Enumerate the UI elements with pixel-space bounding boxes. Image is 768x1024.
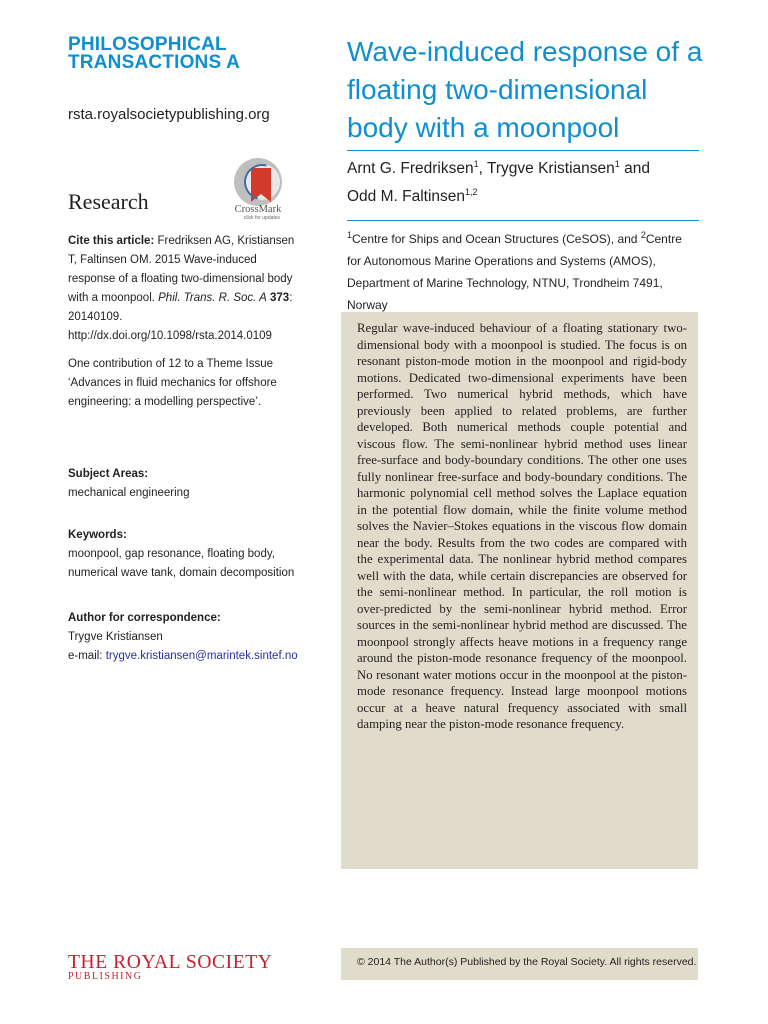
keywords — [68, 526, 298, 583]
keywords-label: Keywords: — [68, 529, 127, 541]
author-1-affil: 1 — [473, 158, 479, 169]
author-3-affil: 1,2 — [465, 186, 478, 197]
authors-divider — [347, 220, 699, 221]
keywords-value: moonpool, gap resonance, floating body, numerical wave tank, domain decomposition — [68, 548, 295, 579]
subject-areas-label: Subject Areas: — [68, 468, 149, 480]
journal-website-link[interactable]: rsta.royalsocietypublishing.org — [68, 106, 270, 123]
author-1: Arnt G. Fredriksen — [347, 160, 474, 177]
journal-name-line2: TRANSACTIONS A — [68, 52, 241, 73]
theme-issue-note: One contribution of 12 to a Theme Issue ‘Advances in fluid mechanics for offshore engineering: a modelling perspective’. — [68, 358, 277, 408]
citation-journal: Phil. Trans. R. Soc. A — [158, 292, 267, 304]
author-2: Trygve Kristiansen — [486, 160, 615, 177]
subject-areas — [68, 465, 298, 503]
copyright-text: © 2014 The Author(s) Published by the Royal Society. All rights reserved. — [357, 956, 697, 968]
journal-name-line1: PHILOSOPHICAL — [68, 34, 227, 55]
citation-volume: 373 — [266, 292, 290, 304]
correspondence-email-line — [68, 647, 298, 666]
crossmark-badge[interactable] — [230, 158, 296, 221]
affiliation-2: Centre for Autonomous Marine Operations and Systems (AMOS), Department of Marine Technology, NTNU, Trondheim 7491, Norway — [347, 232, 682, 312]
author-list: Arnt G. Fredriksen$^1$, Trygve Kristiansen$^1$ and Odd M. Faltinsen$^{1,2}$ — [347, 158, 650, 205]
journal-name — [68, 36, 318, 72]
copyright-box — [341, 948, 698, 980]
email-label: e-mail: — [68, 650, 106, 662]
abstract-box — [341, 312, 698, 869]
correspondence — [68, 609, 298, 666]
citation-doi-link[interactable]: http://dx.doi.org/10.1098/rsta.2014.0109 — [68, 330, 272, 342]
crossmark-label: CrossMark — [234, 204, 282, 215]
citation-label: Cite this article: — [68, 235, 155, 247]
crossmark-icon — [234, 158, 282, 206]
publisher-sub: PUBLISHING — [68, 971, 143, 982]
author-3: Odd M. Faltinsen — [347, 188, 466, 205]
publisher-logo — [68, 952, 272, 982]
citation-block — [68, 232, 298, 346]
subject-areas-value: mechanical engineering — [68, 487, 190, 499]
affiliation-1: Centre for Ships and Ocean Structures (CeSOS), and — [352, 232, 641, 246]
correspondence-name: Trygve Kristiansen — [68, 631, 163, 643]
abstract-text: Regular wave-induced behaviour of a floating stationary two-dimensional body with a moonpool is studied. The focus is on resonant piston-mode motion in the moonpool and rigid-body motions. Dedicated two-dimensional experiments have been performed. Two numerical hybrid methods, which have previously been applied to related problems, are further developed. Both numerical methods couple potential and viscous flow. The semi-nonlinear hybrid method uses linear free-surface and body-boundary conditions. The other one uses fully nonlinear free-surface and body-boundary conditions. The harmonic polynomial cell method solves the Laplace equation in the potential flow domain, while the finite volume method solves the Navier–Stokes equations in the viscous flow domain near the body. Results from the two codes are compared with the experimental data. The nonlinear hybrid method compares well with the data, while certain discrepancies are observed for the semi-nonlinear method. In particular, the roll motion is over-predicted by the semi-nonlinear hybrid method. Error sources in the semi-nonlinear hybrid method are discussed. The moonpool strongly affects heave motions in a frequency range around the piston-mode resonance frequency of the moonpool. No resonant water motions occur in the moonpool at the piston-mode resonance frequency. Instead large moonpool motions occur at a heave natural frequency associated with small damping near the piston-mode resonance frequency. — [357, 321, 687, 731]
author-2-affil: 1 — [614, 158, 620, 169]
article-title: Wave-induced response of a floating two-dimensional body with a moonpool — [347, 36, 703, 143]
crossmark-sublabel: click for updates — [243, 215, 281, 221]
title-divider — [347, 150, 699, 151]
publisher-name: THE ROYAL SOCIETY — [68, 952, 273, 973]
citation-text-2: : 20140109. — [68, 292, 293, 323]
affiliations: $^1$Centre for Ships and Ocean Structures (CeSOS), and $^2$Centre for Autonomous Marine Operations and Systems (AMOS), Department of Marine Technology, NTNU, Trondheim 7491, Norway — [347, 230, 682, 312]
email-link[interactable]: trygve.kristiansen@marintek.sintef.no — [105, 650, 298, 662]
correspondence-label: Author for correspondence: — [68, 612, 221, 624]
article-section: Research — [68, 189, 149, 214]
citation-text-1: Fredriksen AG, Kristiansen T, Faltinsen OM. 2015 Wave-induced response of a floating two-dimensional body with a moonpool. — [68, 235, 295, 304]
